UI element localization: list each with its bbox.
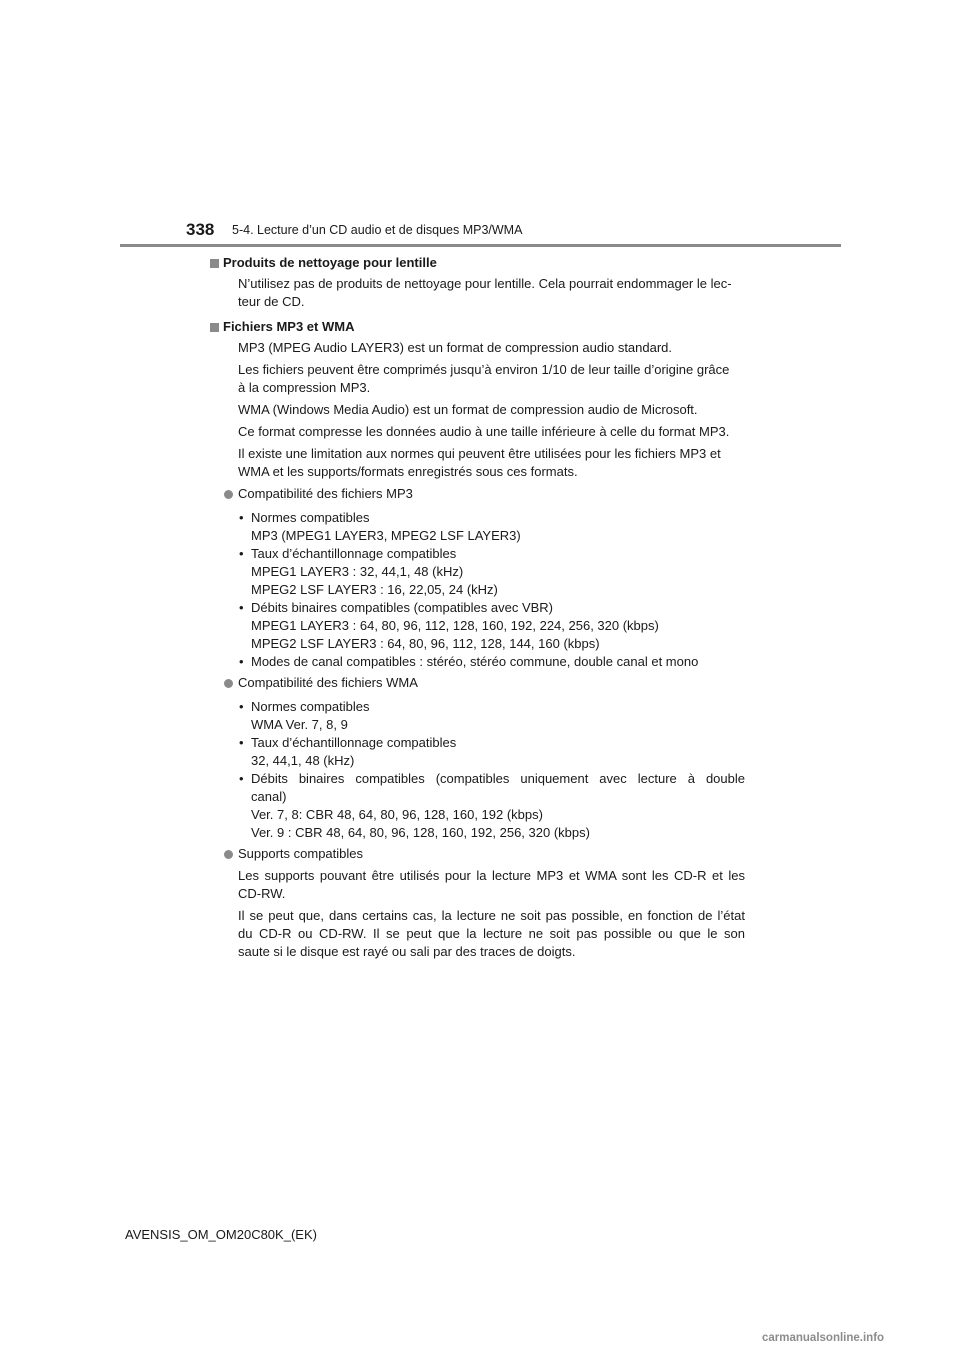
text-line: saute si le disque est rayé ou sali par des traces de doigts. [238, 944, 576, 959]
list-item [238, 698, 745, 734]
subheading-text: Compatibilité des fichiers WMA [238, 675, 418, 690]
text-line: Les fichiers peuvent être comprimés jusqu’à environ 1/10 de leur taille d’origine grâce [238, 362, 730, 377]
paragraph [238, 867, 745, 903]
subheading-wma-compat [207, 674, 745, 692]
list-item-title: Débits binaires compatibles (compatibles avec VBR) [251, 600, 554, 615]
list-item [238, 770, 745, 842]
paragraph: MP3 (MPEG Audio LAYER3) est un format de compression audio standard. [238, 340, 673, 355]
text-line: Les supports pouvant être utilisés pour la lecture MP3 et WMA sont les CD-R et les [238, 868, 745, 883]
list-item [238, 653, 745, 671]
list-item-title: Taux d’échantillonnage compatibles [251, 546, 457, 561]
text-line: teur de CD. [238, 294, 305, 309]
bullet-dot: • [239, 699, 244, 714]
list-item-value: MPEG2 LSF LAYER3 : 16, 22,05, 24 (kHz) [251, 582, 498, 597]
list-item-title: Normes compatibles [251, 699, 370, 714]
bullet-dot: • [239, 600, 244, 615]
paragraph [238, 445, 745, 481]
circle-bullet-icon [224, 490, 233, 499]
wma-spec-list [238, 698, 745, 842]
list-item-title: Taux d’échantillonnage compatibles [251, 735, 457, 750]
page-number: 338 [186, 220, 215, 239]
subheading-supports [207, 845, 745, 863]
bullet-dot: • [239, 510, 244, 525]
list-item-value: Ver. 9 : CBR 48, 64, 80, 96, 128, 160, 192, 256, 320 (kbps) [251, 825, 590, 840]
heading-text: Fichiers MP3 et WMA [223, 319, 355, 334]
section-header: 5-4. Lecture d’un CD audio et de disques MP3/WMA [232, 223, 523, 237]
subheading-mp3-compat [207, 485, 745, 503]
list-item [238, 734, 745, 770]
mp3-spec-list [238, 509, 745, 671]
paragraph [238, 907, 745, 961]
list-item-title: canal) [251, 789, 287, 804]
circle-bullet-icon [224, 679, 233, 688]
list-item [238, 509, 745, 545]
text-line: N’utilisez pas de produits de nettoyage pour lentille. Cela pourrait endommager le lec- [238, 276, 732, 291]
paragraph [238, 361, 745, 397]
list-item [238, 545, 745, 599]
bullet-dot: • [239, 546, 244, 561]
list-item-value: MPEG1 LAYER3 : 32, 44,1, 48 (kHz) [251, 564, 464, 579]
list-item-value: MP3 (MPEG1 LAYER3, MPEG2 LSF LAYER3) [251, 528, 521, 543]
header-divider [120, 244, 841, 247]
text-line: à la compression MP3. [238, 380, 371, 395]
list-item-value: Ver. 7, 8: CBR 48, 64, 80, 96, 128, 160, 192 (kbps) [251, 807, 543, 822]
list-item-title: Modes de canal compatibles : stéréo, stéréo commune, double canal et mono [251, 654, 699, 669]
heading-mp3-wma [207, 318, 745, 336]
text-line: Il existe une limitation aux normes qui peuvent être utilisées pour les fichiers MP3 et [238, 446, 721, 461]
text-line: WMA et les supports/formats enregistrés sous ces formats. [238, 464, 578, 479]
paragraph: Ce format compresse les données audio à une taille inférieure à celle du format MP3. [238, 424, 730, 439]
square-bullet-icon [210, 259, 219, 268]
bullet-dot: • [239, 771, 244, 786]
text-line: Il se peut que, dans certains cas, la lecture ne soit pas possible, en fonction de l’état [238, 908, 745, 923]
list-item-value: MPEG1 LAYER3 : 64, 80, 96, 112, 128, 160, 192, 224, 256, 320 (kbps) [251, 618, 659, 633]
subheading-text: Supports compatibles [238, 846, 364, 861]
circle-bullet-icon [224, 850, 233, 859]
subheading-text: Compatibilité des fichiers MP3 [238, 486, 413, 501]
page-content [207, 254, 745, 965]
document-code: AVENSIS_OM_OM20C80K_(EK) [125, 1227, 317, 1242]
heading-text: Produits de nettoyage pour lentille [223, 255, 437, 270]
list-item-title: Normes compatibles [251, 510, 370, 525]
text-line: du CD-R ou CD-RW. Il se peut que la lecture ne soit pas possible ou que le son [238, 926, 745, 941]
bullet-dot: • [239, 654, 244, 669]
list-item-value: WMA Ver. 7, 8, 9 [251, 717, 348, 732]
square-bullet-icon [210, 323, 219, 332]
text-line: CD-RW. [238, 886, 286, 901]
watermark: carmanualsonline.info [762, 1332, 885, 1344]
list-item-title: Débits binaires compatibles (compatibles uniquement avec lecture à double [251, 771, 745, 786]
paragraph [238, 275, 745, 311]
bullet-dot: • [239, 735, 244, 750]
list-item [238, 599, 745, 653]
paragraph: WMA (Windows Media Audio) est un format de compression audio de Microsoft. [238, 402, 698, 417]
heading-lens-cleaners [207, 254, 745, 272]
list-item-value: MPEG2 LSF LAYER3 : 64, 80, 96, 112, 128, 144, 160 (kbps) [251, 636, 600, 651]
list-item-value: 32, 44,1, 48 (kHz) [251, 753, 355, 768]
